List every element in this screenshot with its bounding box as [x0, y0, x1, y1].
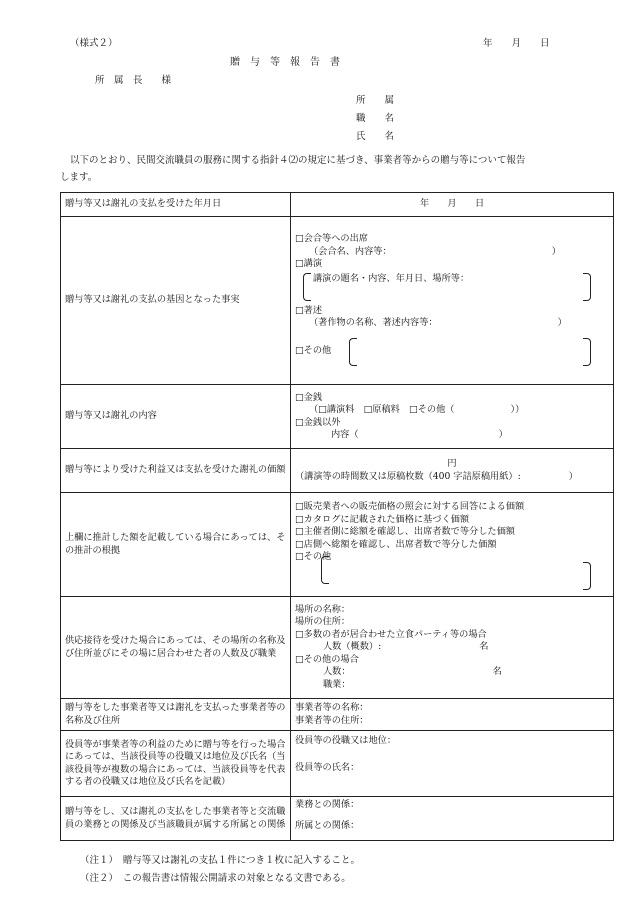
table-row [61, 449, 614, 493]
place-address: 場所の住所： [295, 616, 351, 628]
checkbox-basis-2[interactable]: □カタログに記載された価格に基づく価額 [295, 513, 470, 525]
cause-field[interactable] [291, 217, 614, 385]
entertainment-field[interactable] [291, 597, 614, 699]
business-address: 事業者等の住所： [295, 714, 369, 726]
checkbox-basis-4[interactable]: □店側へ総額を確認し、出席者数で等分した価額 [295, 538, 497, 550]
content-close: ） [498, 429, 508, 440]
note-1: （注１） 贈与等又は謝礼の支払１件につき１枚に記入すること。 [80, 855, 361, 866]
party-count [295, 641, 609, 654]
place-name: 場所の名称： [295, 603, 351, 615]
checkbox-meeting[interactable]: □会合等への出席 [295, 233, 368, 245]
count-approx-label: 人数（概数）: [323, 641, 382, 653]
officer-field[interactable] [291, 731, 614, 797]
table-row [61, 385, 614, 449]
value-close: ） [568, 470, 578, 482]
dept-relation: 所属との関係： [295, 819, 360, 831]
officer-name: 役員等の氏名： [295, 761, 360, 773]
row-label: 役員等が事業者等の利益のために贈与等を行った場合にあっては、当該役員等の役職又は地位及び氏名（当該役員等が複数の場合にあっては、当該役員等を代表する者の役職又は地位及び氏名を記載） [61, 731, 291, 797]
close-paren: ） [557, 317, 567, 329]
name-label: 氏 名 [356, 131, 395, 142]
count-label: 人数： [323, 666, 351, 678]
content-detail [295, 429, 609, 442]
table-row [61, 699, 614, 731]
row-label: 贈与等により受けた利益又は支払を受けた謝礼の価額 [61, 449, 291, 493]
row-label: 贈与等又は謝礼の内容 [61, 385, 291, 449]
notes [80, 852, 360, 888]
checkbox-non-money[interactable]: □金銭以外 [295, 416, 341, 428]
date-field[interactable]: 年 月 日 [291, 193, 614, 217]
right-bracket [583, 338, 591, 366]
lecture-detail: 講演の題名・内容、年月日、場所等： [313, 272, 470, 284]
writing-detail [295, 317, 609, 330]
row-label: 贈与等又は謝礼の支払の基因となった事実 [61, 217, 291, 385]
content-field[interactable] [291, 385, 614, 449]
table-row [61, 597, 614, 699]
row-label: 供応接待を受けた場合にあっては、その場所の名称及び住所並びにその場に居合わせた者の人数及び職業 [61, 597, 291, 699]
form-number: （様式２） [70, 38, 118, 49]
business-name: 事業者等の名称： [295, 702, 369, 713]
right-bracket [583, 562, 591, 590]
value-detail [295, 471, 609, 484]
checkbox-other-case[interactable]: □その他の場合 [295, 653, 359, 665]
value-field[interactable] [291, 449, 614, 493]
close-paren: ） [551, 245, 561, 257]
row-label: 贈与等をし、又は謝礼の支払をした事業者等と交流職員の業務との関係及び当該職員が属する所属との関係 [61, 797, 291, 841]
right-bracket [583, 273, 591, 301]
left-bracket [303, 273, 311, 301]
unit-label: 名 [492, 666, 502, 678]
page-title: 贈 与 等 報 告 書 [230, 57, 340, 68]
job-label: 職業： [323, 678, 351, 690]
report-date: 年 月 日 [483, 38, 550, 49]
content-label: 内容（ [331, 429, 359, 440]
basis-field[interactable] [291, 493, 614, 597]
checkbox-basis-1[interactable]: □販売業者への販売価格の照会に対する回答による価額 [295, 501, 525, 513]
table-row [61, 493, 614, 597]
left-bracket [349, 338, 357, 366]
other-row [295, 336, 609, 368]
checkbox-lecture[interactable]: □講演 [295, 258, 323, 270]
report-table [60, 192, 614, 841]
table-row [61, 193, 614, 217]
value-detail-label: （講演等の時間数又は原稿枚数（400 字詰原稿用紙）: [295, 470, 521, 482]
checkbox-other[interactable]: □その他 [295, 344, 332, 356]
position-label: 職 名 [356, 113, 395, 124]
table-row [61, 731, 614, 797]
table-row [61, 797, 614, 841]
yen-label: 円 [447, 458, 457, 469]
checkbox-basis-other[interactable]: □その他 [295, 551, 332, 563]
left-bracket [321, 556, 329, 584]
writing-detail-label: （著作物の名称、著述内容等： [309, 317, 438, 329]
unit-label: 名 [479, 641, 489, 653]
meeting-detail [295, 246, 609, 259]
intro-line-1: 以下のとおり、民間交流職員の服務に関する指針４⑵の規定に基づき、事業者等からの贈与等について報告 [70, 155, 526, 166]
row-label: 贈与等又は謝礼の支払を受けた年月日 [61, 193, 291, 217]
meeting-detail-label: （会合名、内容等： [309, 245, 392, 257]
row-label: 上欄に推計した額を記載している場合にあっては、その推計の根拠 [61, 493, 291, 597]
relation-field[interactable] [291, 797, 614, 841]
checkbox-party[interactable]: □多数の者が居合わせた立食パーティ等の場合 [295, 628, 487, 640]
note-2: （注２） この報告書は情報公開請求の対象となる文書である。 [80, 873, 351, 884]
checkbox-writing[interactable]: □著述 [295, 304, 323, 316]
row-label: 贈与等をした事業者等又は謝礼を支払った事業者等の名称及び住所 [61, 699, 291, 731]
table-row [61, 217, 614, 385]
money-detail-label: （□講演料 □原稿料 □その他（ [309, 404, 455, 415]
checkbox-basis-3[interactable]: □主催者側に総額を確認し、出席者数で等分した価額 [295, 526, 515, 538]
money-detail [295, 404, 609, 417]
intro-line-2: します。 [60, 172, 98, 183]
other-count [295, 666, 609, 679]
basis-bracket [295, 564, 609, 588]
money-close: ）） [510, 404, 525, 415]
lecture-bracket [295, 271, 609, 301]
affiliation-label: 所 属 [356, 95, 395, 106]
business-relation: 業務との関係： [295, 799, 360, 810]
checkbox-money[interactable]: □金銭 [295, 391, 323, 403]
addressee: 所 属 長 様 [95, 75, 172, 86]
officer-title: 役員等の役職又は地位： [295, 735, 397, 746]
business-field[interactable] [291, 699, 614, 731]
